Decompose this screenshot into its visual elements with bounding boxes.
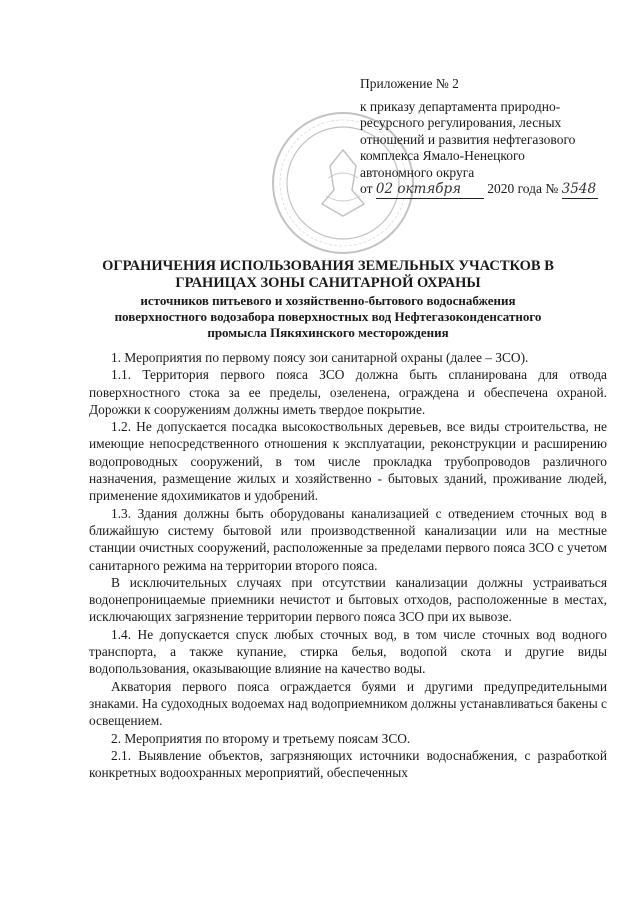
date-suffix: 2020 года № <box>487 181 559 196</box>
paragraph: Акватория первого пояса ограждается буями и другими предупредительными знаками. На судоходных водоемах над водоприемником должны устанавливаться бакены с освещением. <box>89 678 607 729</box>
appendix-header <box>360 76 610 199</box>
order-line: комплекса Ямало-Ненецкого <box>360 148 525 163</box>
document-subtitle: источников питьевого и хозяйственно-бытового водоснабжения поверхностного водозабора поверхностных вод Нефтегазоконденсатного промысла Пякяхинского месторождения <box>114 293 542 340</box>
order-line: к приказу департамента природно- <box>360 98 561 114</box>
order-date-line <box>360 181 610 199</box>
handwritten-date: 02 октября <box>376 181 484 199</box>
paragraph: 1.2. Не допускается посадка высокоствольных деревьев, все виды строительства, не имеющие непосредственного отношения к эксплуатации, реконструкции и расширению водопроводных сооружений, в том числе прокладка трубопроводов различного назначения, размещение жилых и хозяйственно - бытовых зданий, проживание людей, применение ядохимикатов и удобрений. <box>89 419 607 504</box>
paragraph: 1.4. Не допускается спуск любых сточных вод, в том числе сточных вод водного транспорта, а также купание, стирка белья, водопой скота и другие виды водопользования, оказывающие влияние на качество воды. <box>89 626 607 677</box>
order-line: автономного округа <box>360 164 475 180</box>
paragraph: В исключительных случаях при отсутствии канализации должны устраиваться водонепроницаемые приемники нечистот и бытовых отходов, расположенные в местах, исключающих загрязнение территории первого пояса ЗСО при их вывозе. <box>89 574 607 625</box>
paragraph: 1. Мероприятия по первому поясу зои санитарной охраны (далее – ЗСО). <box>111 350 529 365</box>
appendix-number: Приложение № 2 <box>360 76 459 91</box>
paragraph: 2. Мероприятия по второму и третьему поясам ЗСО. <box>111 730 411 746</box>
paragraph: 2.1. Выявление объектов, загрязняющих источники водоснабжения, с разработкой конкретных водоохранных мероприятий, обеспеченных <box>89 747 607 781</box>
order-line: ресурсного регулирования, лесных <box>360 115 562 130</box>
paragraph: 1.3. Здания должны быть оборудованы канализацией с отведением сточных вод в ближайшую систему бытовой или производственной канализации или на местные станции очистных сооружений, расположенные за пределами первого пояса ЗСО с учетом санитарного режима на территории второго пояса. <box>89 505 607 573</box>
document-title: ОГРАНИЧЕНИЯ ИСПОЛЬЗОВАНИЯ ЗЕМЕЛЬНЫХ УЧАСТКОВ В ГРАНИЦАХ ЗОНЫ САНИТАРНОЙ ОХРАНЫ <box>102 258 554 291</box>
handwritten-order-number: 3548 <box>561 181 597 197</box>
document-body <box>89 349 607 781</box>
date-prefix: от <box>360 181 373 196</box>
order-line: отношений и развития нефтегазового <box>360 131 576 147</box>
paragraph: 1.1. Территория первого пояса ЗСО должна быть спланирована для отвода поверхностного стока за ее пределы, озеленена, ограждена и обеспечена охраной. Дорожки к сооружениям должны иметь твердое покрытие. <box>89 367 607 417</box>
